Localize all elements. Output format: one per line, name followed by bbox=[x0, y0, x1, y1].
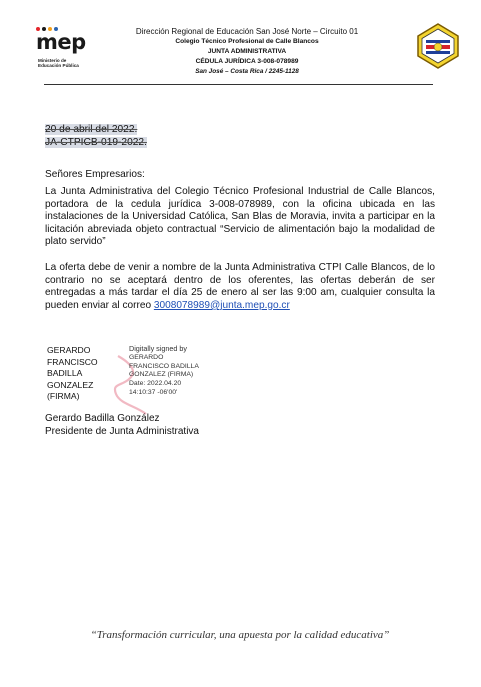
mep-subtitle-line2: Educación Pública bbox=[38, 63, 79, 69]
signer-line: (FIRMA) bbox=[47, 391, 80, 402]
header-location-phone: San José – Costa Rica / 2245-1128 bbox=[195, 68, 299, 75]
digital-line: GERARDO bbox=[129, 353, 164, 361]
signatory bbox=[45, 413, 199, 438]
signer-block bbox=[47, 345, 98, 403]
header-legal-id: CÉDULA JURÍDICA 3-008-078989 bbox=[195, 58, 299, 65]
signer-line: BADILLA bbox=[47, 368, 83, 379]
footer-motto: “Transformación curricular, una apuesta por la calidad educativa” bbox=[90, 629, 390, 641]
digital-line: FRANCISCO BADILLA bbox=[129, 362, 199, 370]
header-board: JUNTA ADMINISTRATIVA bbox=[207, 48, 287, 55]
digital-line: 14:10:37 -06'00' bbox=[129, 388, 178, 396]
signer-line: GONZALEZ bbox=[47, 379, 94, 390]
paragraph-offer-instructions bbox=[45, 262, 435, 312]
signatory-title: Presidente de Junta Administrativa bbox=[45, 425, 199, 437]
school-seal-icon bbox=[414, 22, 462, 70]
signer-line: FRANCISCO bbox=[47, 356, 98, 367]
paragraph-invitation: La Junta Administrativa del Colegio Técnico Profesional Industrial de Calle Blancos, portadora de la cedula jurídica 3-008-078989, con la oficina ubicada en las instalaciones de la Universidad Católica, San Blas de Moravia, invita a participar en la licitación abreviada objeto contractual “Servicio de alimentación bajo la modalidad de plato servido” bbox=[45, 186, 435, 248]
digital-line: Digitally signed by bbox=[129, 344, 187, 353]
letter-reference: JA-CTPICB-019-2022. bbox=[45, 136, 147, 148]
letter-date-block bbox=[45, 124, 147, 149]
signatory-name: Gerardo Badilla González bbox=[45, 413, 160, 424]
header-divider bbox=[44, 84, 433, 85]
paragraph-offer-text: La oferta debe de venir a nombre de la Junta Administrativa CTPI Calle Blancos, de lo contrario no se aceptará dentro de los oferentes, las ofertas deberán de ser entregadas a más tardar el día 25 de enero al ser las 9:00 am, cualquier consulta la pueden enviar al correo bbox=[45, 262, 435, 311]
digital-signature-stamp bbox=[129, 345, 199, 398]
salutation: Señores Empresarios: bbox=[45, 169, 145, 180]
mep-logo: mep bbox=[36, 30, 86, 54]
contact-email-link[interactable]: 3008078989@junta.mep.go.cr bbox=[153, 299, 290, 311]
mep-subtitle-line1: Ministerio de bbox=[38, 58, 67, 63]
header-regional-direction: Dirección Regional de Educación San José Norte – Circuito 01 bbox=[135, 27, 359, 36]
header-school-name: Colegio Técnico Profesional de Calle Blancos bbox=[175, 38, 319, 45]
digital-line: Date: 2022.04.20 bbox=[129, 380, 182, 388]
mep-logo-subtitle bbox=[38, 58, 79, 68]
letter-date: 20 de abril del 2022. bbox=[45, 124, 138, 135]
digital-line: GONZALEZ (FIRMA) bbox=[129, 371, 194, 379]
signer-line: GERARDO bbox=[47, 345, 91, 355]
